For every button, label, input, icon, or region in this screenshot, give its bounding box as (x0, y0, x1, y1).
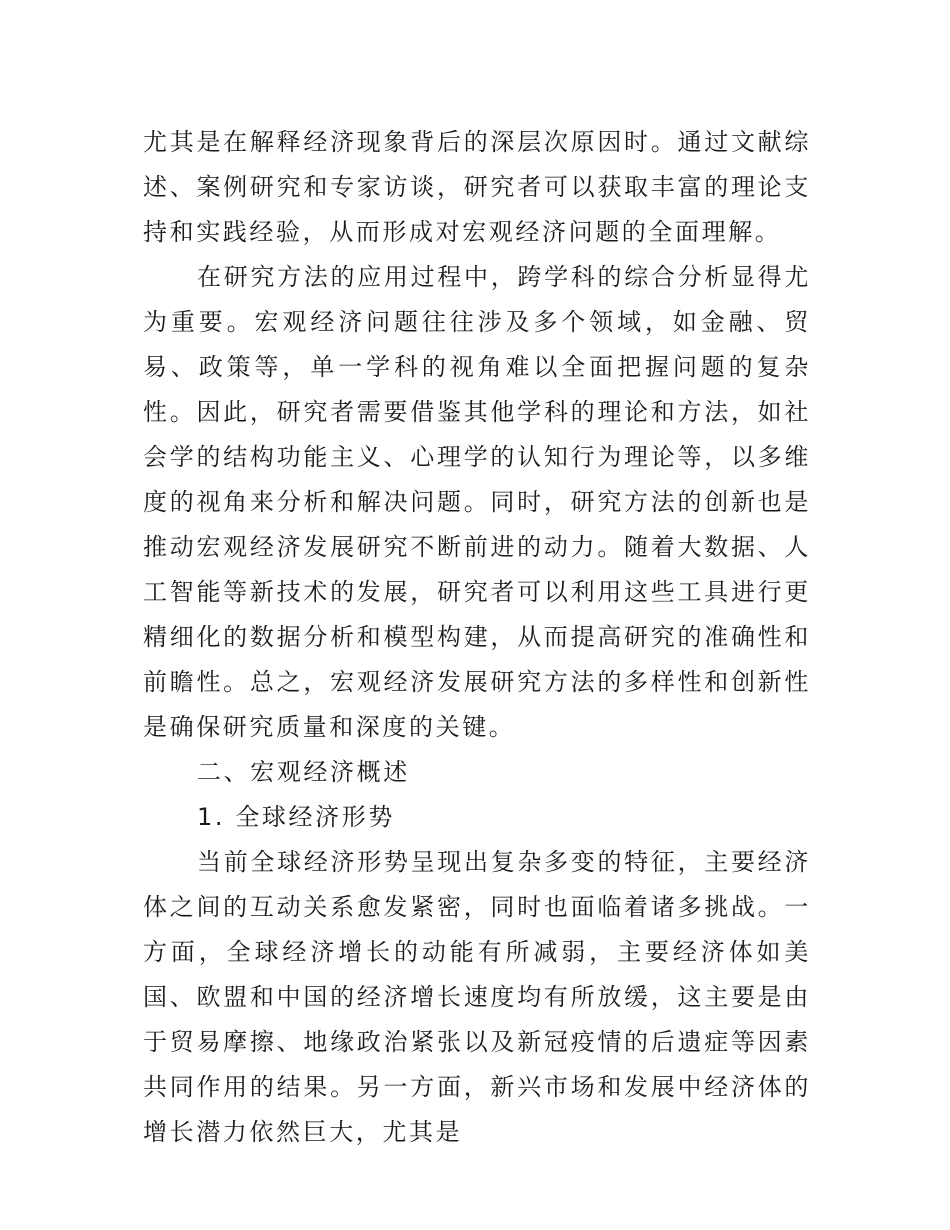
paragraph-3: 当前全球经济形势呈现出复杂多变的特征，主要经济体之间的互动关系愈发紧密，同时也面临着诸多挑战。一方面，全球经济增长的动能有所减弱，主要经济体如美国、欧盟和中国的经济增长速度均有所放缓，这主要是由于贸易摩擦、地缘政治紧张以及新冠疫情的后遗症等因素共同作用的结果。另一方面，新兴市场和发展中经济体的增长潜力依然巨大，尤其是 (143, 848, 811, 1146)
paragraph-2: 在研究方法的应用过程中，跨学科的综合分析显得尤为重要。宏观经济问题往往涉及多个领域，如金融、贸易、政策等，单一学科的视角难以全面把握问题的复杂性。因此，研究者需要借鉴其他学科的理论和方法，如社会学的结构功能主义、心理学的认知行为理论等，以多维度的视角来分析和解决问题。同时，研究方法的创新也是推动宏观经济发展研究不断前进的动力。随着大数据、人工智能等新技术的发展，研究者可以利用这些工具进行更精细化的数据分析和模型构建，从而提高研究的准确性和前瞻性。总之，宏观经济发展研究方法的多样性和创新性是确保研究质量和深度的关键。 (143, 263, 811, 741)
section-heading: 二、宏观经济概述 (197, 758, 410, 786)
paragraph-1: 尤其是在解释经济现象背后的深层次原因时。通过文献综述、案例研究和专家访谈，研究者可以获取丰富的理论支持和实践经验，从而形成对宏观经济问题的全面理解。 (143, 128, 811, 246)
document-body (143, 120, 811, 1155)
subsection-heading: 1. 全球经济形势 (197, 803, 395, 831)
